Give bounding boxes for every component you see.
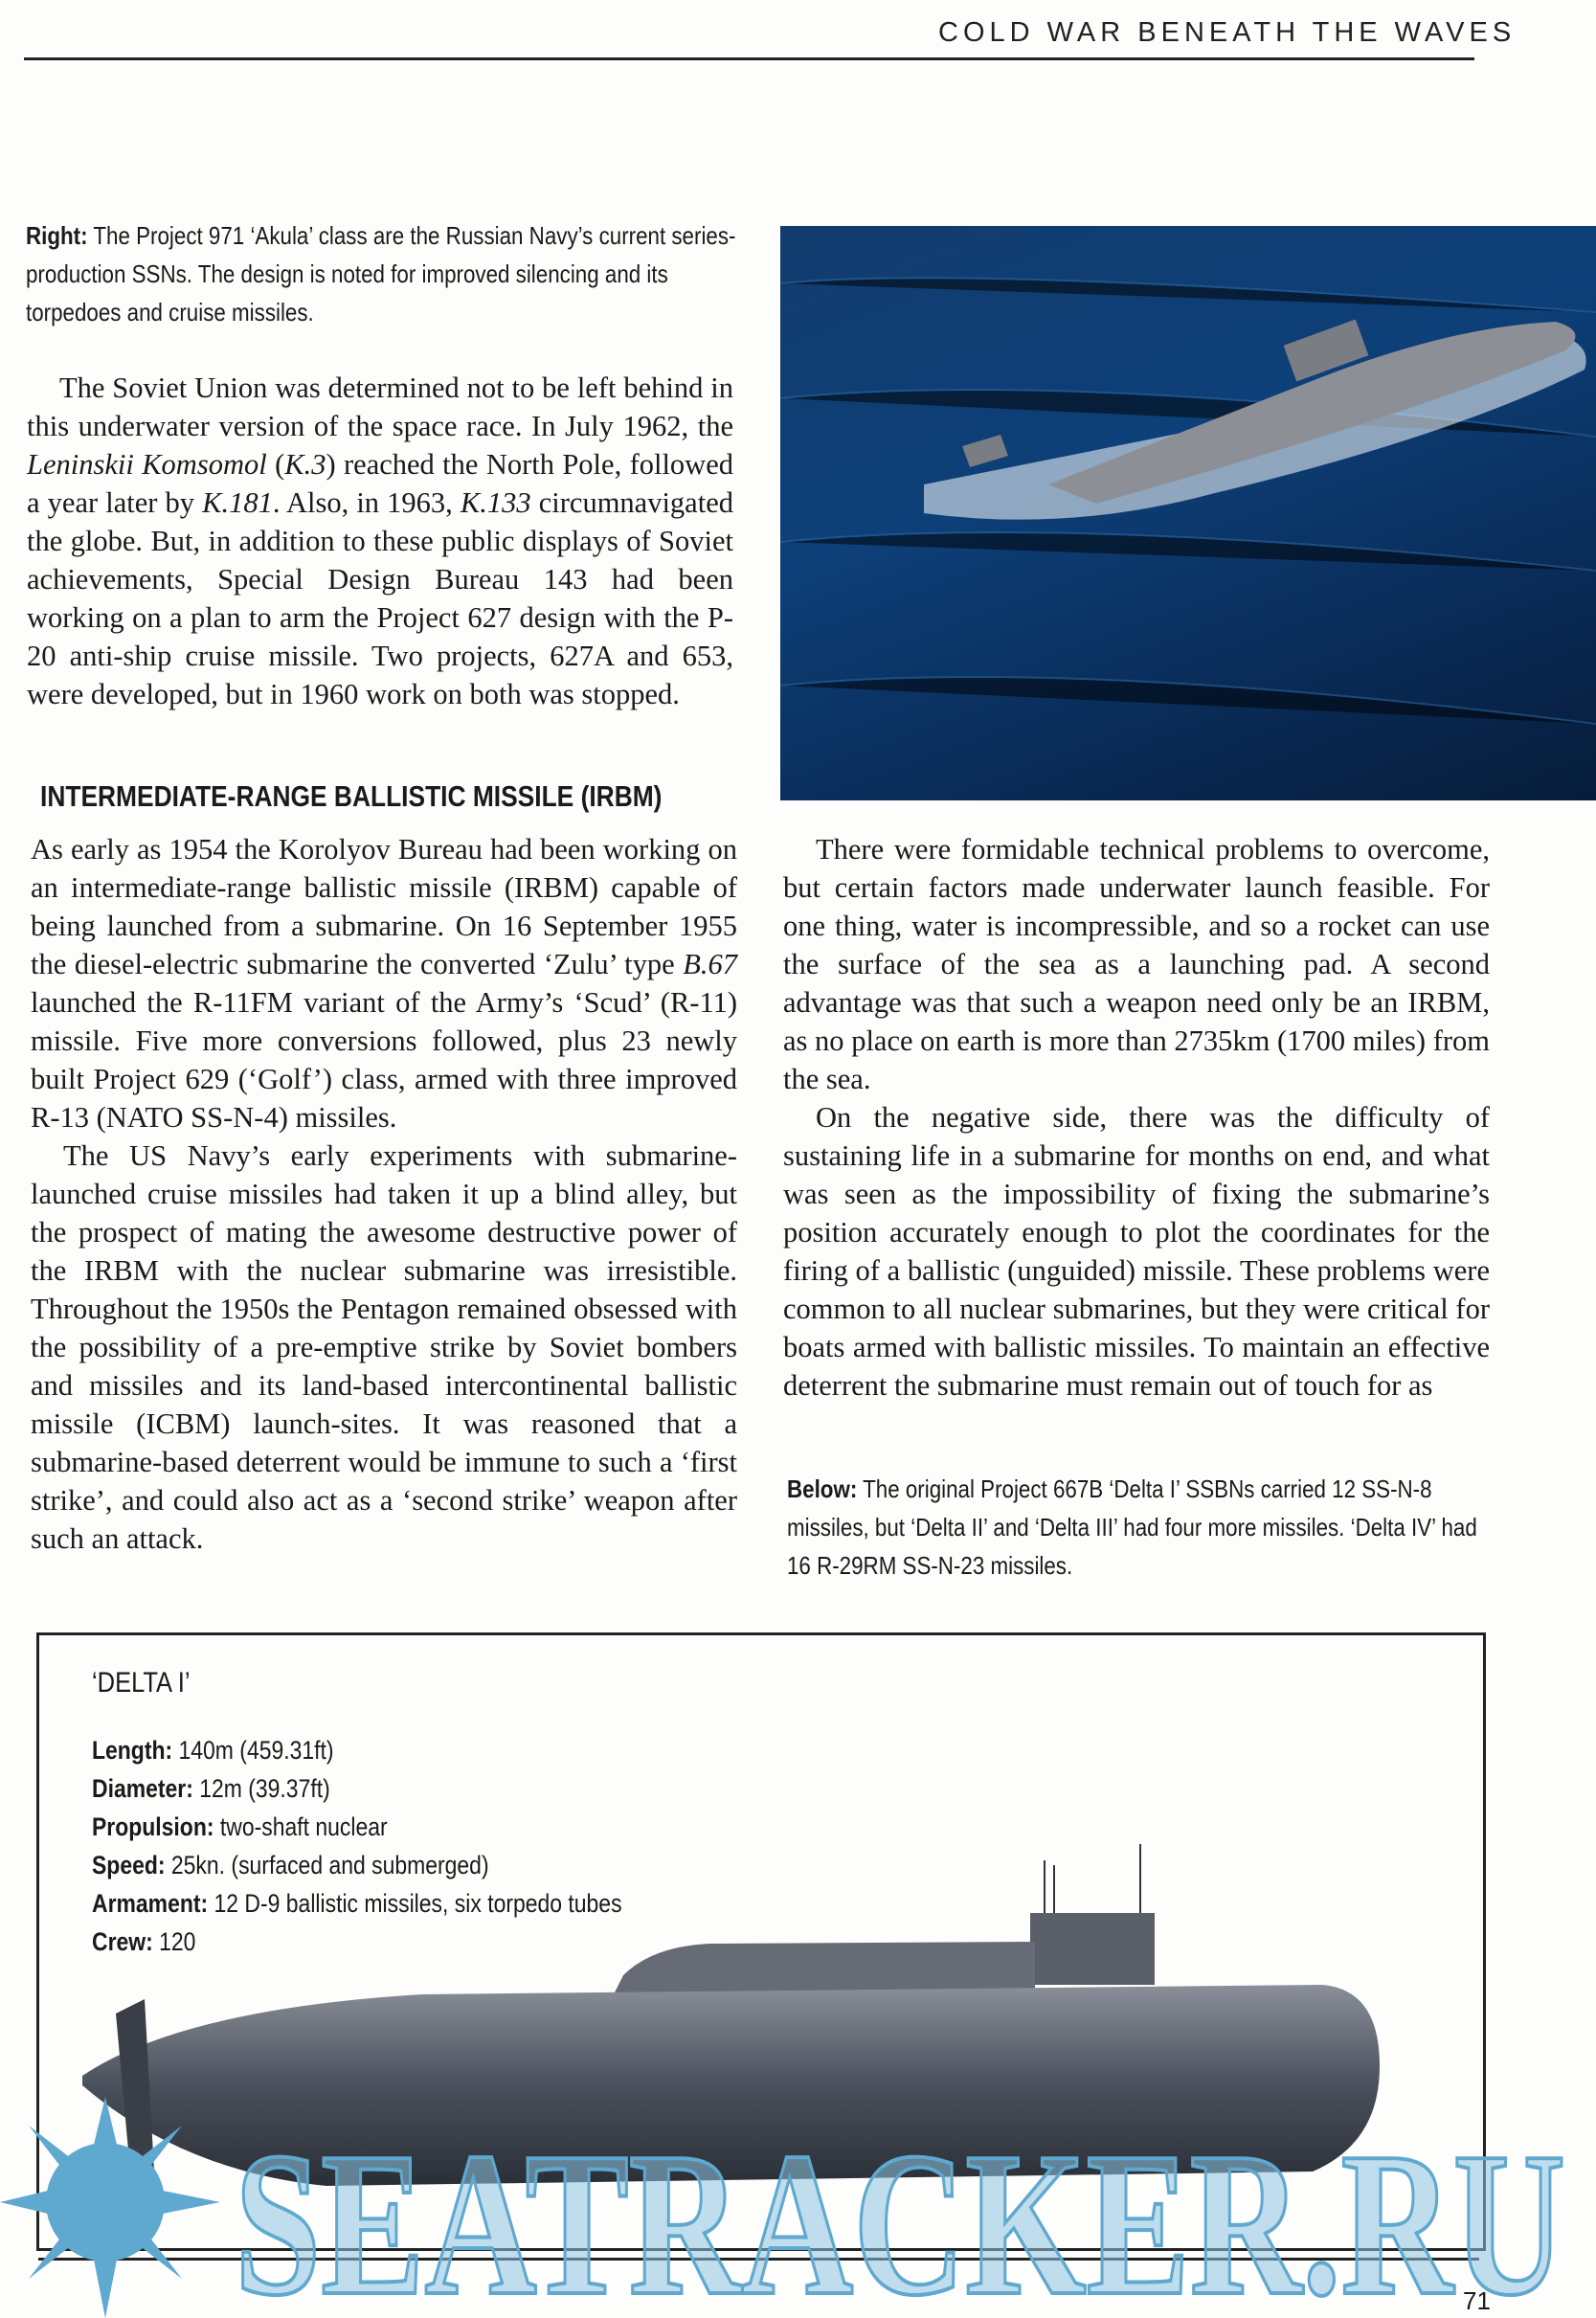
caption-below <box>787 1470 1503 1585</box>
paragraph-us-navy: The US Navy’s early experiments with submarine-launched cruise missiles had taken it up a blind alley, but the prospect of mating the awesome destructive power of the IRBM with the nuclear submarine was irresistible. Throughout the 1950s the Pentagon remained obsessed with the possibility of a pre-emptive strike by Soviet bombers and missiles and its land-based intercontinental ballistic missile (ICBM) launch-sites. It was reasoned that a submarine-based deterrent would be immune to such a ‘first strike’, and could also act as a ‘second strike’ weapon after such an attack. <box>31 1139 737 1555</box>
text-span: ) reached the North Pole, followed a year later by <box>27 448 733 519</box>
photo-illustration <box>780 226 1596 800</box>
text-span: 12m (39.37ft) <box>192 1774 330 1803</box>
text-span: K.3 <box>284 448 326 481</box>
spec-crew <box>92 1923 195 1961</box>
spec-armament <box>92 1884 622 1923</box>
text-span: As early as 1954 the Korolyov Bureau had been working on an intermediate-range ballistic missile (IRBM) capable of being launched from a submarine. On 16 September 1955 the diesel-electric submarine the converted ‘Zulu’ type <box>31 833 737 980</box>
text-span: Armament: <box>92 1889 209 1918</box>
text-span: circumnavigated the globe. But, in addition to these public displays of Soviet achievements, Special Design Bureau 143 had been working on a plan to arm the Project 627 design with the P-20 anti-ship cruise missile. Two projects, 627A and 653, were developed, but in 1960 work on both was stopped. <box>27 486 733 710</box>
section-heading: INTERMEDIATE-RANGE BALLISTIC MISSILE (IRBM) <box>40 779 663 813</box>
caption-right <box>26 216 742 331</box>
spec-length <box>92 1731 334 1769</box>
spec-propulsion <box>92 1808 388 1846</box>
left-column-text <box>31 830 737 1558</box>
text-span: 140m (459.31ft) <box>172 1736 334 1765</box>
text-span: 120 <box>152 1927 196 1956</box>
spec-diameter <box>92 1769 330 1808</box>
spec-speed <box>92 1846 489 1884</box>
text-span: Speed: <box>92 1851 166 1879</box>
text-span: two-shaft nuclear <box>214 1812 388 1841</box>
text-span: K.133 <box>460 486 531 519</box>
text-span: Diameter: <box>92 1774 193 1803</box>
caption-text: The Project 971 ‘Akula’ class are the Russian Navy’s current series-production SSNs. The design is noted for improved silencing and its torpedoes and cruise missiles. <box>26 221 736 326</box>
text-span: 25kn. (surfaced and submerged) <box>165 1851 489 1879</box>
text-span: launched the R-11FM variant of the Army’s ‘Scud’ (R-11) missile. Five more conversions followed, plus 23 newly built Project 629 (‘Golf’) class, armed with three improved R-13 (NATO SS-N-4) missiles. <box>31 986 737 1134</box>
text-span: . Also, in 1963, <box>272 486 461 519</box>
text-span: Propulsion: <box>92 1812 214 1841</box>
header-rule <box>24 57 1474 60</box>
paragraph-negative-side: On the negative side, there was the difficulty of sustaining life in a submarine for months on end, and what was seen as the impossibility of fixing the submarine’s position accurately enough to plot the coordinates for the firing of a ballistic (unguided) missile. These problems were common to all nuclear submarines, but they were critical for boats armed with ballistic missiles. To maintain an effective deterrent the submarine must remain out of touch for as <box>783 1101 1490 1402</box>
sun-logo-icon <box>0 2097 220 2318</box>
akula-submarine-photo <box>780 226 1596 800</box>
specs-title: ‘DELTA I’ <box>92 1667 191 1699</box>
paragraph-technical-problems: There were formidable technical problems to overcome, but certain factors made underwater launch feasible. For one thing, water is incompressible, and so a rocket can use the surface of the sea as a launching pad. A second advantage was that such a weapon need only be an IRBM, as no place on earth is more than 2735km (1700 miles) from the sea. <box>783 833 1490 1095</box>
watermark-text: SEATRACKER.RU <box>235 2109 1565 2318</box>
right-column-text <box>783 830 1490 1405</box>
text-span: 12 D-9 ballistic missiles, six torpedo tubes <box>208 1889 622 1918</box>
text-span: K.181 <box>202 486 273 519</box>
page-number: 71 <box>1463 2286 1491 2315</box>
text-span: The Soviet Union was determined not to be left behind in this underwater version of the space race. In July 1962, the <box>27 371 733 442</box>
text-span: Leninskii Komsomol <box>27 448 267 481</box>
caption-label: Below: <box>787 1474 858 1503</box>
caption-text: The original Project 667B ‘Delta I’ SSBNs carried 12 SS-N-8 missiles, but ‘Delta II’ and ‘Delta III’ had four more missiles. ‘Delta IV’ had 16 R-29RM SS-N-23 missiles. <box>787 1474 1477 1580</box>
text-span: Length: <box>92 1736 173 1765</box>
text-span: ( <box>266 448 285 481</box>
text-span: B.67 <box>683 948 737 980</box>
paragraph-soviet-union <box>27 369 733 713</box>
text-span: Crew: <box>92 1927 153 1956</box>
running-header: COLD WAR BENEATH THE WAVES <box>938 17 1517 48</box>
paragraph-korolyov <box>31 830 737 1136</box>
watermark <box>0 2097 1596 2318</box>
caption-label: Right: <box>26 221 88 250</box>
